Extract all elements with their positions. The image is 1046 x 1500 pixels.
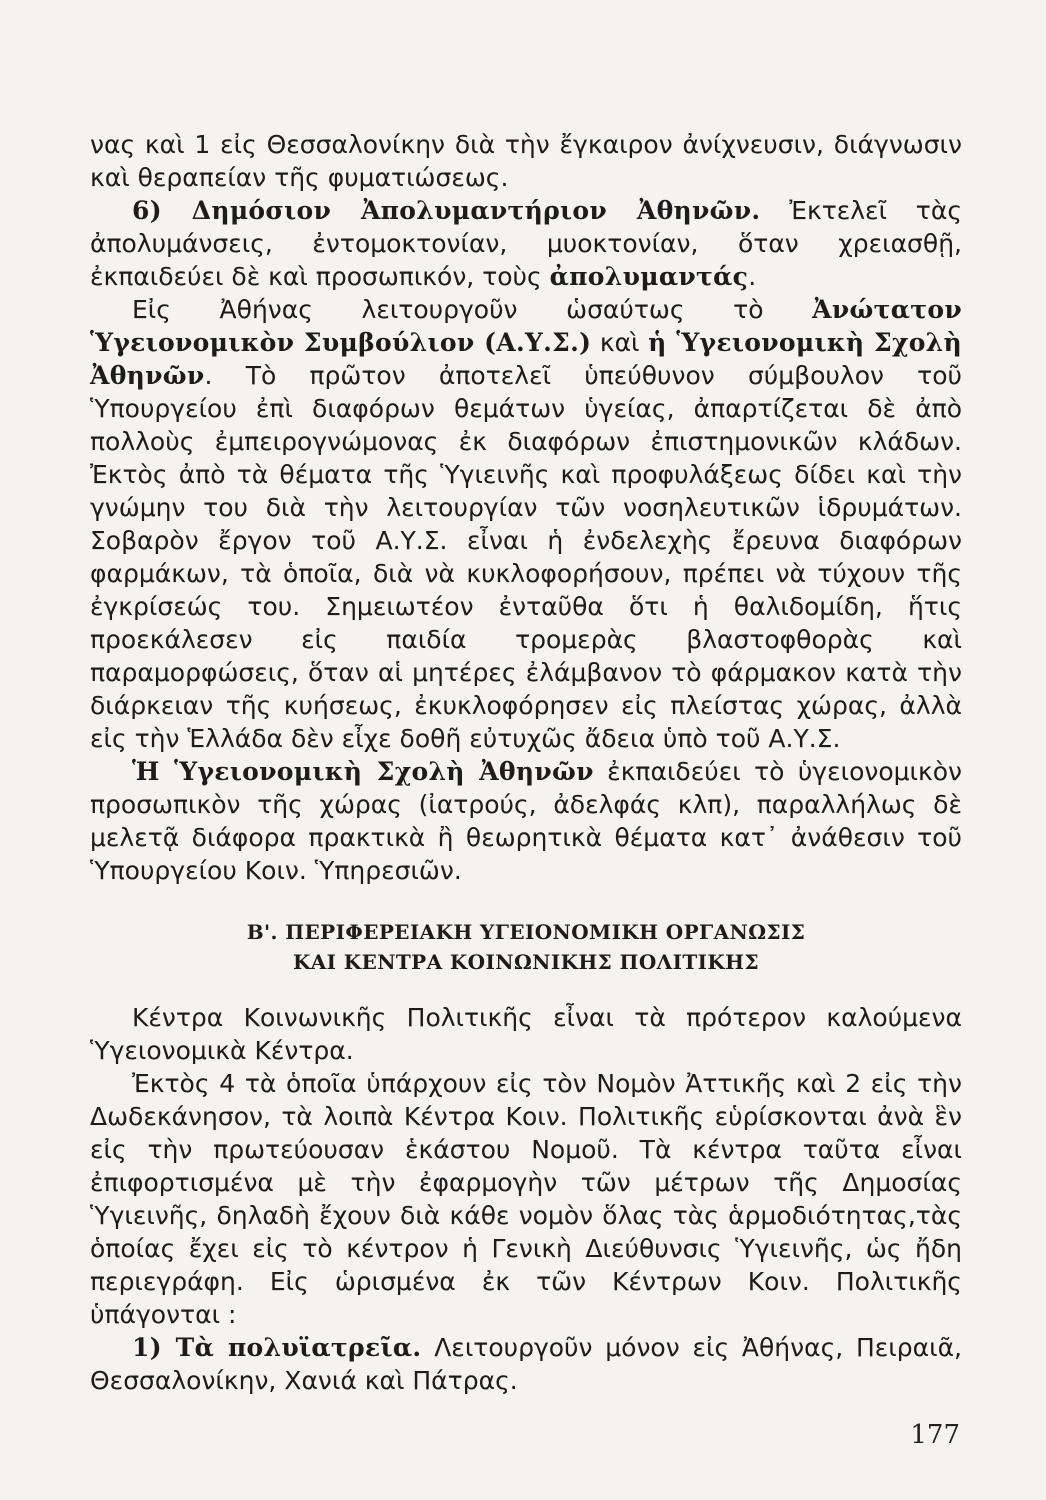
paragraph-disinfection-station <box>90 194 962 293</box>
paragraph-text: Εἰς Ἀθήνας λειτουργοῦν ὡσαύτως τὸ <box>132 295 813 324</box>
paragraph-tuberculosis-continuation <box>90 128 962 194</box>
section-lead-disinfection: 6) Δημόσιον Ἀπολυμαντήριον Ἀθηνῶν. <box>132 196 761 225</box>
paragraph-text: . Τὸ πρῶτον ἀποτελεῖ ὑπεύθυνον σύμβουλον τοῦ Ὑπουργείου ἐπὶ διαφόρων θεμάτων ὑγείας, ἀπαρτίζεται δὲ ἀπὸ πολλοὺς ἐμπειρογνώμονας ἐκ διαφόρων ἐπιστημονικῶν κλάδων. Ἐκτὸς ἀπὸ τὰ θέματα τῆς Ὑγιεινῆς καὶ προφυλάξεως δίδει καὶ τὴν γνώμην του διὰ τὴν λειτουργίαν τῶν νοσηλευτικῶν ἱδρυμάτων. Σοβαρὸν ἔργον τοῦ Α.Υ.Σ. εἶναι ἡ ἐνδελεχὴς ἔρευνα διαφόρων φαρμάκων, τὰ ὁποῖα, διὰ νὰ κυκλοφορήσουν, πρέπει νὰ τύχουν τῆς ἐγκρίσεώς του. Σημειωτέον ἐνταῦθα ὅτι ἡ θαλιδομίδη, ἥτις προεκάλεσεν εἰς παιδία τρομερὰς βλαστοφθορὰς καὶ παραμορφώσεις, ὅταν αἱ μητέρες ἐλάμβανον τὸ φάρμακον κατὰ τὴν διάρκειαν τῆς κυήσεως, ἐκυκλοφόρησεν εἰς πλείστας χώρας, ἀλλὰ εἰς τὴν Ἑλλάδα δὲν εἶχε δοθῆ εὐτυχῶς ἄδεια ὑπὸ τοῦ Α.Υ.Σ. <box>90 361 962 753</box>
bold-term-health-school-lead: Ἡ Ὑγειονομικὴ Σχολὴ Ἀθηνῶν <box>132 757 594 786</box>
paragraph-health-council <box>90 293 962 755</box>
paragraph-social-policy-centers <box>90 1001 962 1067</box>
paragraph-text: Ἐκτὸς 4 τὰ ὁποῖα ὑπάρχουν εἰς τὸν Νομὸν Ἀττικῆς καὶ 2 εἰς τὴν Δωδεκάνησον, τὰ λοιπὰ Κέντρα Κοιν. Πολιτικῆς εὑρίσκονται ἀνὰ ἓν εἰς τὴν πρωτεύουσαν ἑκάστου Νομοῦ. Τὰ κέντρα ταῦτα εἶναι ἐπιφορτισμένα μὲ τὴν ἐφαρμογὴν τῶν μέτρων τῆς Δημοσίας Ὑγιεινῆς, δηλαδὴ ἔχουν διὰ κάθε νομὸν ὅλας τὰς ἁρμοδιότητας,τὰς ὁποίας ἔχει εἰς τὸ κέντρον ἡ Γενικὴ Διεύθυνσις Ὑγιεινῆς, ὡς ἤδη περιεγράφη. Εἰς ὡρισμένα ἐκ τῶν Κέντρων Κοιν. Πολιτικῆς ὑπάγονται : <box>90 1069 962 1329</box>
paragraph-text: ἐκπαιδεύει τὸ ὑγειονομικὸν προσωπικὸν τῆς χώρας (ἰατρούς, ἀδελφάς κλπ), παραλλήλως δὲ μελετᾷ διάφορα πρακτικὰ ἢ θεωρητικὰ θέματα κατ᾽ ἀνάθεσιν τοῦ Ὑπουργείου Κοιν. Ὑπηρεσιῶν. <box>90 757 962 885</box>
page-body <box>90 128 962 1397</box>
section-heading-line-2: ΚΑΙ ΚΕΝΤΡΑ ΚΟΙΝΩΝΙΚΗΣ ΠΟΛΙΤΙΚΗΣ <box>292 950 760 974</box>
paragraph-health-school <box>90 755 962 887</box>
section-heading-line-1: Β'. ΠΕΡΙΦΕΡΕΙΑΚΗ ΥΓΕΙΟΝΟΜΙΚΗ ΟΡΓΑΝΩΣΙΣ <box>246 920 806 944</box>
paragraph-text: Λειτουργοῦν μόνον εἰς Ἀθήνας, Πειραιᾶ, Θεσσαλονίκην, Χανιά καὶ Πάτρας. <box>90 1333 962 1395</box>
paragraph-centers-distribution <box>90 1067 962 1331</box>
paragraph-text: νας καὶ 1 εἰς Θεσσαλονίκην διὰ τὴν ἔγκαιρον ἀνίχνευσιν, διάγνωσιν καὶ θεραπείαν τῆς φυματιώσεως. <box>90 130 962 192</box>
paragraph-text: καὶ <box>591 328 649 357</box>
bold-term-polyclinics: 1) Τὰ πολυϊατρεῖα. <box>132 1333 422 1362</box>
paragraph-text: Κέντρα Κοινωνικῆς Πολιτικῆς εἶναι τὰ πρότερον καλούμενα Ὑγειονομικὰ Κέντρα. <box>90 1003 962 1065</box>
paragraph-text: Ἐκτελεῖ τὰς ἀπολυμάνσεις, ἐντομοκτονίαν, μυοκτονίαν, ὅταν χρειασθῇ, ἐκπαιδεύει δὲ καὶ προσωπικόν, τοὺς <box>90 196 963 291</box>
paragraph-polyclinics <box>90 1331 962 1397</box>
paragraph-text: . <box>748 262 757 291</box>
page-number: 177 <box>910 1420 960 1450</box>
bold-term-disinfectors: ἀπολυμαντάς <box>549 262 749 291</box>
bold-term-health-school: ἡ Ὑγειονομικὴ Σχολὴ Ἀθηνῶν <box>90 328 962 390</box>
bold-term-health-council: Ἀνώτατον Ὑγειονομικὸν Συμβούλιον (Α.Υ.Σ.) <box>90 295 962 357</box>
section-heading <box>90 917 962 977</box>
